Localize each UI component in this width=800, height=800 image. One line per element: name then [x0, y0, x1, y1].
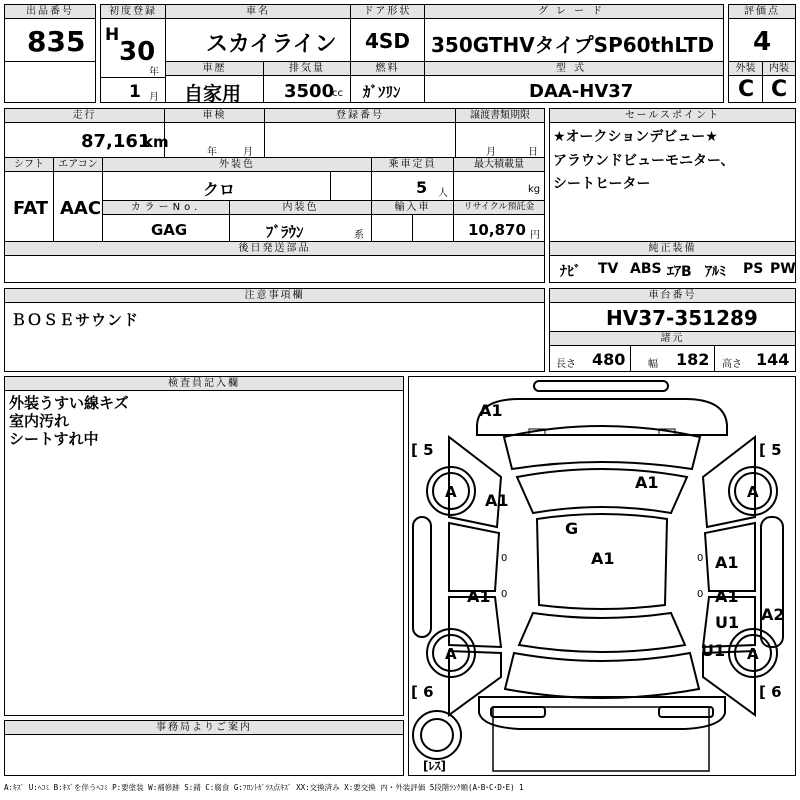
mark-right-front-door: A1	[715, 553, 739, 572]
mark-right-rear: U1	[701, 641, 726, 660]
sales-line-1: ★オークションデビュー★	[553, 129, 718, 145]
tag-front-right: [ 5	[759, 441, 782, 459]
length-label: 長さ	[556, 359, 576, 370]
car-outline	[409, 377, 795, 775]
intcolor-value: ﾌﾞﾗｳﾝ	[266, 223, 304, 241]
lot-box	[4, 4, 96, 62]
tire-front-left: A	[445, 483, 457, 501]
reg-month-unit: 月	[149, 92, 159, 103]
length-value: 480	[592, 350, 626, 369]
mark-right-rear-quarter: U1	[715, 613, 740, 632]
equip-alloy: ｱﾙﾐ	[705, 264, 726, 280]
transfer-month-unit: 月	[486, 147, 496, 158]
model-value: DAA-HV37	[529, 81, 634, 102]
history-box	[165, 61, 264, 103]
cc-box	[263, 61, 351, 103]
equip-label: 純正装備	[550, 242, 795, 256]
chassis-label: 車台番号	[550, 289, 795, 303]
score-box	[728, 4, 796, 62]
cc-label: 排気量	[264, 62, 350, 76]
intcolor-unit: 系	[354, 230, 364, 241]
mark-left-front: A1	[485, 491, 509, 510]
height-value: 144	[756, 350, 790, 369]
color-value: クロ	[203, 180, 236, 199]
spare-tire-label: [ﾚｽ]	[423, 759, 446, 773]
reg-month: 1	[129, 82, 141, 102]
mileage-box	[4, 108, 169, 158]
door-label: ドア形状	[351, 5, 424, 19]
colorno-value: GAG	[151, 221, 188, 239]
sales-label: セールスポイント	[550, 109, 795, 123]
equip-airbag: ｴｱB	[667, 264, 692, 280]
score-value: 4	[753, 27, 772, 57]
inspection-month-unit: 月	[243, 147, 253, 158]
office-box	[4, 720, 404, 776]
name-label: 車名	[166, 5, 350, 19]
ext-label: 外装	[729, 62, 762, 76]
reg-box	[100, 4, 166, 103]
sales-box	[549, 108, 796, 242]
regno-box	[264, 108, 456, 158]
recycle-box	[453, 200, 545, 242]
ext-value: C	[738, 77, 755, 102]
inspection-year-unit: 年	[207, 147, 217, 158]
inspector-line-1: 外装うすい線キズ	[9, 394, 129, 412]
equip-tv: TV	[598, 261, 619, 277]
mileage-value: 87,161	[81, 131, 151, 152]
height-label: 高さ	[722, 359, 742, 370]
door-type: 4SD	[365, 29, 410, 53]
reg-year: 30	[119, 37, 156, 67]
zero-left-lower: 0	[501, 589, 508, 600]
fuel-label: 燃料	[351, 62, 424, 76]
ext-box	[728, 61, 763, 103]
chassis-box	[549, 288, 796, 332]
recycle-label: リサイクル預託金	[454, 201, 544, 215]
name-box	[165, 4, 351, 62]
mark-front-bumper: A1	[479, 401, 503, 420]
zero-right-lower: 0	[697, 589, 704, 600]
ac-value: AAC	[60, 198, 102, 219]
office-label: 事務局よりご案内	[5, 721, 403, 735]
load-box	[453, 157, 545, 201]
sales-line-3: シートヒーター	[553, 176, 651, 192]
fuel-value: ｶﾞｿﾘﾝ	[363, 83, 401, 101]
tire-rear-right: A	[747, 645, 759, 663]
color-box	[102, 157, 372, 201]
mark-hood: A1	[635, 473, 659, 492]
caution-text: ＢＯＳＥサウンド	[11, 311, 140, 329]
capacity-label: 乗車定員	[372, 158, 453, 172]
inspector-line-3: シートすれ中	[9, 430, 99, 448]
tire-rear-left: A	[445, 645, 457, 663]
zero-right-upper: 0	[697, 553, 704, 564]
spec-label: 諸元	[550, 332, 795, 346]
mark-right-side-strip: A2	[761, 605, 785, 624]
load-label: 最大積載量	[454, 158, 544, 172]
later-parts-label: 後日発送部品	[5, 242, 544, 256]
equip-abs: ABS	[630, 261, 662, 277]
model-box	[424, 61, 724, 103]
recycle-value: 10,870	[468, 221, 526, 239]
transfer-label: 譲渡書類期限	[456, 109, 544, 123]
later-parts-box	[4, 241, 545, 283]
lot-box-lower	[4, 61, 96, 103]
mark-right-rear-door: A1	[715, 587, 739, 606]
transfer-day-unit: 日	[528, 147, 538, 158]
equip-pw: PW	[770, 261, 796, 277]
zero-left-upper: 0	[501, 553, 508, 564]
car-diagram	[408, 376, 796, 776]
inspector-box	[4, 376, 404, 716]
color-label: 外装色	[103, 158, 371, 172]
history-label: 車歴	[166, 62, 263, 76]
inspection-box	[164, 108, 265, 158]
score-label: 評価点	[729, 5, 795, 19]
colorno-box	[102, 200, 230, 242]
equip-box	[549, 241, 796, 283]
width-label: 幅	[648, 359, 658, 370]
cc-value: 3500	[284, 81, 335, 102]
model-label: 型式	[425, 62, 723, 76]
cc-unit: cc	[332, 88, 343, 99]
mileage-unit: km	[143, 133, 169, 151]
recycle-unit: 円	[530, 230, 540, 241]
car-name: スカイライン	[206, 32, 337, 57]
grade-box	[424, 4, 724, 62]
mark-windshield: G	[565, 519, 579, 538]
ac-box	[53, 157, 103, 242]
chassis-value: HV37-351289	[606, 306, 758, 330]
inspection-label: 車検	[165, 109, 264, 123]
int-value: C	[771, 77, 788, 102]
grade-value: 350GTHVタイプSP60thLTD	[431, 33, 715, 57]
shift-value: FAT	[13, 198, 49, 219]
mark-left-rear-door: A1	[467, 587, 491, 606]
load-unit: kg	[528, 184, 541, 195]
import-box	[371, 200, 454, 242]
int-label: 内装	[763, 62, 795, 76]
equip-ps: PS	[743, 261, 764, 277]
fuel-box	[350, 61, 425, 103]
inspector-line-2: 室内汚れ	[9, 412, 70, 430]
sales-line-2: アラウンドビューモニター、	[553, 153, 735, 169]
tag-front-left: [ 5	[411, 441, 434, 459]
lot-number: 835	[27, 25, 86, 58]
capacity-unit: 人	[438, 188, 448, 199]
lot-label: 出品番号	[5, 5, 95, 19]
equip-navi: ﾅﾋﾞ	[560, 264, 581, 280]
regno-label: 登録番号	[265, 109, 455, 123]
colorno-label: カラーNo.	[103, 201, 229, 215]
grade-label: グレード	[425, 5, 723, 19]
caution-box	[4, 288, 545, 372]
shift-label: シフト	[5, 158, 53, 172]
intcolor-box	[229, 200, 372, 242]
tag-rear-right: [ 6	[759, 683, 782, 701]
capacity-value: 5	[416, 178, 428, 197]
reg-year-unit: 年	[149, 67, 159, 78]
spec-box	[549, 331, 796, 372]
mark-roof: A1	[591, 549, 615, 568]
ac-label: エアコン	[54, 158, 102, 172]
intcolor-label: 内装色	[230, 201, 371, 215]
reg-era: H	[105, 25, 120, 45]
capacity-box	[371, 157, 454, 201]
reg-label: 初度登録	[101, 5, 165, 19]
tire-front-right: A	[747, 483, 759, 501]
caution-label: 注意事項欄	[5, 289, 544, 303]
transfer-box	[455, 108, 545, 158]
int-box	[762, 61, 796, 103]
tag-rear-left: [ 6	[411, 683, 434, 701]
width-value: 182	[676, 350, 710, 369]
door-box	[350, 4, 425, 62]
import-label: 輸入車	[372, 201, 453, 215]
legend: A:ｷｽﾞ U:ﾍｺﾐ B:ｷｽﾞを伴うﾍｺﾐ P:要塗装 W:補修跡 S:錆 C:腐食 G:ﾌﾛﾝﾄｶﾞﾗｽ点ｷｽﾞ XX:交換済み X:要交換 内・外装評価 5段階ﾗﾝｸ順(A･B･C･D･E) 1	[4, 783, 524, 792]
shift-box	[4, 157, 54, 242]
history-value: 自家用	[184, 83, 242, 105]
mileage-label: 走行	[5, 109, 164, 123]
inspector-label: 検査員記入欄	[5, 377, 403, 391]
